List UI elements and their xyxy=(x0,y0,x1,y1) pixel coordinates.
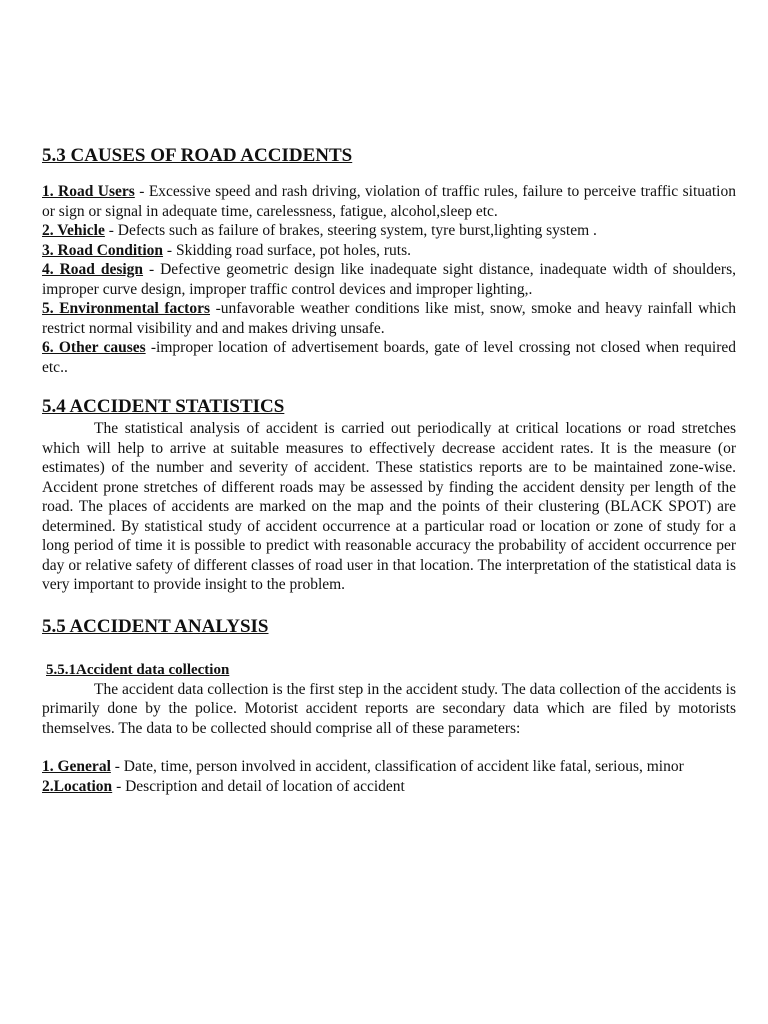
cause-text: -unfavorable weather conditions like mist, snow, smoke and heavy rainfall which restrict normal visibility and and makes driving unsafe. xyxy=(42,300,736,337)
cause-item-road-users xyxy=(42,182,736,221)
cause-text: - Excessive speed and rash driving, violation of traffic rules, failure to perceive traffic situation or sign or signal in adequate time, carelessness, fatigue, alcohol,sleep etc. xyxy=(42,183,736,220)
parameter-label: 1. General xyxy=(42,758,111,775)
causes-list xyxy=(42,182,736,377)
parameter-text: - Description and detail of location of accident xyxy=(112,777,405,795)
cause-text: -improper location of advertisement boards, gate of level crossing not closed when required etc.. xyxy=(42,339,736,376)
section-heading-causes: 5.3 CAUSES OF ROAD ACCIDENTS xyxy=(42,145,353,166)
cause-item-road-condition xyxy=(42,241,736,261)
cause-label: 5. Environmental factors xyxy=(42,300,210,317)
parameter-label: 2.Location xyxy=(42,777,113,795)
cause-item-other-causes xyxy=(42,338,736,377)
spacer xyxy=(42,738,736,757)
cause-text: - Defective geometric design like inadequate sight distance, inadequate width of shoulders, improper curve design, improper traffic control devices and improper lighting,. xyxy=(42,261,736,298)
cause-label: 1. Road Users xyxy=(42,183,135,200)
parameter-text: - Date, time, person involved in accident, classification of accident like fatal, serious, minor xyxy=(110,758,684,775)
cause-text: - Defects such as failure of brakes, steering system, tyre burst,lighting system . xyxy=(104,222,597,239)
cause-label: 6. Other causes xyxy=(42,339,146,356)
subsection-heading-data-collection: 5.5.1Accident data collection xyxy=(46,661,230,678)
cause-text: - Skidding road surface, pot holes, ruts. xyxy=(163,241,411,259)
parameter-item-general xyxy=(42,757,736,777)
section-heading-statistics: 5.4 ACCIDENT STATISTICS xyxy=(42,396,285,417)
cause-item-road-design xyxy=(42,260,736,299)
document-page xyxy=(42,144,736,796)
cause-label: 2. Vehicle xyxy=(42,222,105,239)
cause-label: 3. Road Condition xyxy=(42,241,164,259)
cause-item-vehicle xyxy=(42,221,736,241)
parameters-list xyxy=(42,757,736,796)
cause-item-environmental-factors xyxy=(42,299,736,338)
data-collection-paragraph: The accident data collection is the first step in the accident study. The data collection of the accidents is primarily done by the police. Motorist accident reports are secondary data which are filed by motorists themselves. The data to be collected should comprise all of these parameters: xyxy=(42,680,736,737)
section-heading-analysis: 5.5 ACCIDENT ANALYSIS xyxy=(42,615,269,637)
statistics-paragraph: The statistical analysis of accident is carried out periodically at critical locations or road stretches which will help to arrive at suitable measures to effectively decrease accident rates. It is the measure (or estimates) of the number and severity of accident. These statistics reports are to be maintained zone-wise. Accident prone stretches of different roads may be assessed by finding the accident density per length of the road. The places of accidents are marked on the map and the points of their clustering (BLACK SPOT) are determined. By statistical study of accident occurrence at a particular road or location or zone of study for a long period of time it is possible to predict with reasonable accuracy the probability of accident occurrence per day or relative safety of different classes of road user in that location. The interpretation of the statistical data is very important to provide insight to the problem. xyxy=(42,420,736,593)
parameter-item-location xyxy=(42,777,736,797)
cause-label: 4. Road design xyxy=(42,261,144,278)
